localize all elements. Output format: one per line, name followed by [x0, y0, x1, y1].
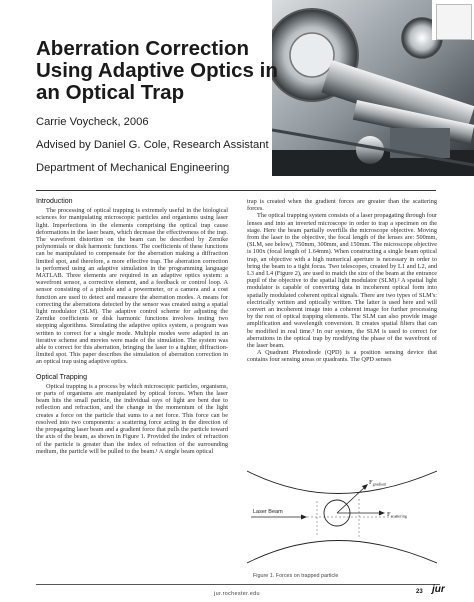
- beam-lower-curve: [247, 541, 437, 564]
- laser-beam-label: Laser Beam: [253, 509, 283, 515]
- article-department: Department of Mechanical Engineering: [36, 162, 230, 174]
- figure-caption: Figure 1. Forces on trapped particle: [253, 573, 339, 579]
- page-number: 23: [416, 589, 423, 595]
- beam-upper-curve: [247, 471, 437, 494]
- section-heading-optical-trapping: Optical Trapping: [36, 373, 87, 381]
- article-author: Carrie Voycheck, 2006: [36, 116, 149, 128]
- figure-svg: [247, 465, 437, 569]
- right-paragraph-3: A Quadrant Photodiode (QPD) is a position sensing device that contains four sensing areas or quadrants. The QPD senses: [247, 349, 437, 364]
- corner-tab-box: [436, 4, 472, 40]
- fgradient-label: $F_{gradient}$: [369, 479, 387, 487]
- footer-url[interactable]: jur.rochester.edu: [214, 591, 260, 597]
- header-divider: [36, 190, 436, 191]
- article-advisor: Advised by Daniel G. Cole, Research Assistant: [36, 139, 269, 151]
- section-heading-introduction: Introduction: [36, 198, 73, 205]
- title-block: [36, 38, 296, 174]
- article-title: Aberration Correction Using Adaptive Optics in an Optical Trap: [36, 37, 278, 104]
- jur-logo: jur: [432, 584, 445, 595]
- laser-beam-arrowhead: [301, 515, 307, 520]
- trapping-paragraph: Optical trapping is a process by which microscopic particles, organisms, or parts of organisms are manipulated by optical forces. When the laser beam hits the small particle, the individual rays of light are bent due to reflection and refraction, and the change in the momentum of the light creates a force on the particle that sums to a net force. This force can be resolved into two components: a scattering force acting in the direction of the propagating laser beam and a gradient force that pulls the particle toward the axis of the beam, as shown in Figure 1. Provided the index of refraction of the particle is greater than the index of refraction of the surrounding medium, the particle will be pulled to the beam.¹ A single beam optical: [36, 382, 228, 455]
- intro-paragraph: The processing of optical trapping is extremely useful in the biological sciences for manipulating microscopic particles and organisms using laser light. Imperfections in the elements comprising the optical trap cause deformations in the laser beam, which decrease the effectiveness of the trap. The wavefront distortion on the beam can be described by Zernike polynomials or disk harmonic functions. The coefficients of these functions can be manipulated to compensate for the aberration making a diffraction limited spot, and therefore, a more effective trap. The aberration correction is performed using an adaptive simulation in the programming language MATLAB. Three elements are required in an adaptive optics system: a wavefront sensor, a corrective element, and a feedback or control loop. A sensor consisting of a pinhole and a powermeter, or a camera and a cost function are used to detect and measure the aberration modes. A means for correcting the aberrations detected by the sensor was created using a spatial light modulator (SLM). The adaptive control scheme for adjusting the Zernike coefficients or disk harmonic functions involves testing two stepping algorithms. Simulating the adaptive optics system, a program was written to correct for a single mode. Multiple modes were adapted in an iterative scheme and movies were made of the simulation. The system was able to correct for this aberration, bringing the laser to a tighter, diffraction-limited spot. This paper describes the simulation of aberration correction in an optical trap using adaptive optics.: [36, 207, 228, 366]
- left-column: [36, 198, 228, 455]
- scattering-force-arrowhead: [379, 511, 385, 516]
- right-paragraph-1: trap is created when the gradient forces are greater than the scattering forces.: [247, 198, 437, 213]
- figure-forces-diagram: [247, 465, 437, 569]
- right-column: [247, 198, 437, 364]
- fscattering-label: $F_{scattering}$: [387, 511, 407, 519]
- footer-divider: [36, 584, 440, 585]
- gradient-force-arrow: [337, 487, 365, 513]
- right-paragraph-2: The optical trapping system consists of a laser propagating through four lenses and into an inverted microscope in order to trap a specimen on the stage. Here the beam partially overfills the microscope objective. Moving from the laser to the objective, the focal length of the lenses are: 500mm, (SLM, see below), 750mm, 300mm, and 150mm. The microscope objective is 100x (focal length of 1.64mm). When constructing a single beam optical trap, an objective with a high numerical aperture is necessary in order to bring the beam to a tight focus. Two telescopes, created by L1 and L2, and L3 and L4 (Figure 2), are used to match the size of the beam at the entrance pupil of the objective to the spatial light modulator (SLM).² A spatial light modulator is capable of converting data in incoherent optical form into spatially modulated coherent optical signals. There are two types of SLM's: electrically written and optically written. The latter is used here and will convert an incoherent image into a coherent image for further processing by the rest of optical trapping elements. The SLM can also provide image amplification and wavelength conversion. It creates spatial filters that can be modified in real time.³ In our system, the SLM is used to correct for aberrations in the optical trap by modifying the phase of the wavefront of the laser beam.: [247, 212, 437, 350]
